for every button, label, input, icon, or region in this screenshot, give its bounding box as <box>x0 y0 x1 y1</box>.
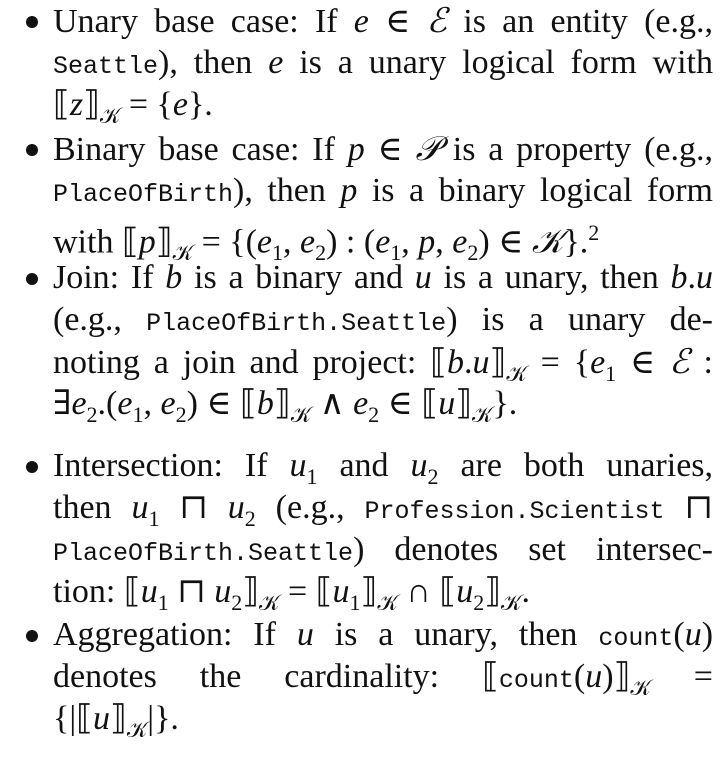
text-run: ⟧ <box>455 385 473 422</box>
text-run: ∈ ⟦ <box>379 385 439 422</box>
text-run: (e.g., <box>53 301 147 338</box>
text-run: .( <box>97 385 118 422</box>
text-run: = { <box>120 86 173 123</box>
math-subscript: 𝒦 <box>472 401 493 427</box>
math-subscript: 𝒦 <box>126 716 148 742</box>
code-term: Seattle <box>53 52 159 81</box>
math-subscript: 𝒦 <box>630 674 651 700</box>
text-line <box>53 383 517 425</box>
text-line <box>53 529 713 571</box>
math-variable: u <box>296 616 314 653</box>
math-subscript: 1 <box>148 505 160 531</box>
text-run: }. <box>492 385 518 422</box>
text-run: = ⟦ <box>279 573 333 610</box>
text-run: with ⟦ <box>53 223 139 261</box>
text-run: is an entity (e.g., <box>447 3 713 40</box>
math-subscript: 1 <box>306 463 318 489</box>
math-set-symbol: ℰ <box>426 1 448 41</box>
math-subscript: 2 <box>175 401 187 427</box>
text-run: , <box>401 223 419 261</box>
text-run: ⊓ <box>159 489 228 526</box>
math-subscript: 2 <box>473 589 485 615</box>
text-run: , <box>143 385 161 422</box>
text-line <box>53 42 713 84</box>
text-line <box>53 257 713 299</box>
text-run: tion: ⟦ <box>53 573 141 610</box>
math-variable: u <box>585 658 603 695</box>
text-run: . <box>521 573 530 610</box>
text-run: is a unary, then <box>313 616 599 653</box>
math-subscript: 2 <box>231 589 243 615</box>
math-variable: u <box>684 616 702 653</box>
code-term: count <box>498 666 574 695</box>
math-variable: u <box>131 489 149 526</box>
text-run: Binary base case: If <box>53 131 348 168</box>
math-variable: u <box>472 344 490 381</box>
math-variable: p <box>347 131 365 168</box>
text-run: ⟧ <box>155 223 173 261</box>
math-set-symbol: ℰ <box>669 342 690 382</box>
math-subscript: 𝒦 <box>506 360 527 386</box>
text-run: ⟧ <box>489 344 507 381</box>
text-run: and <box>317 447 411 484</box>
code-term: PlaceOfBirth.Seattle <box>146 309 447 338</box>
math-variable: p <box>340 172 358 209</box>
text-run: ), then <box>233 172 341 209</box>
code-term: count <box>598 624 674 653</box>
text-run: ⟧ <box>242 573 260 610</box>
text-run: ) ∈ <box>478 223 532 261</box>
bullet-icon <box>26 144 38 156</box>
text-run: ⊓ <box>664 489 713 526</box>
math-subscript: 1 <box>390 240 402 266</box>
math-subscript: 1 <box>132 401 144 427</box>
math-subscript: 𝒦 <box>377 589 398 615</box>
math-subscript: 𝒦 <box>99 102 121 128</box>
text-run: is a binary and <box>182 259 415 296</box>
text-run: is a unary, then <box>431 259 671 296</box>
text-run: is a property (e.g., <box>439 131 713 168</box>
text-line <box>53 698 179 740</box>
code-term: PlaceOfBirth.Seattle <box>53 539 354 568</box>
text-run: = { <box>526 344 591 381</box>
math-variable: u <box>92 700 110 737</box>
math-variable: z <box>69 86 84 123</box>
math-variable: u <box>410 447 428 484</box>
text-line <box>53 614 713 656</box>
math-subscript: 2 <box>244 505 256 531</box>
text-run: (e.g., <box>255 489 365 526</box>
math-set-symbol: 𝒫 <box>415 129 440 169</box>
code-term: PlaceOfBirth <box>53 180 234 209</box>
math-variable: b <box>256 385 274 422</box>
text-run: )⟧ <box>602 658 631 695</box>
text-run: }. <box>563 223 589 261</box>
text-run: ⟧ <box>360 573 378 610</box>
math-variable: e <box>172 86 188 123</box>
math-subscript: 1 <box>605 360 617 386</box>
math-variable: e <box>353 3 369 40</box>
math-subscript: 2 <box>467 240 479 266</box>
text-line <box>53 212 600 266</box>
math-variable: e <box>452 223 468 261</box>
text-run: ), then <box>158 44 269 81</box>
math-subscript: 2 <box>86 401 98 427</box>
math-subscript: 2 <box>315 240 327 266</box>
text-line <box>53 656 713 698</box>
math-variable: e <box>160 385 176 422</box>
math-variable: e <box>268 44 284 81</box>
text-run: ⟦ <box>53 86 70 123</box>
math-variable: e <box>590 344 606 381</box>
text-run: is a binary logical form <box>357 172 713 209</box>
text-run: Unary base case: If <box>53 3 354 40</box>
math-variable: e <box>117 385 133 422</box>
text-line <box>53 571 530 613</box>
math-variable: e <box>71 385 87 422</box>
text-run: {|⟦ <box>53 700 93 737</box>
math-variable: b <box>670 259 688 296</box>
text-line <box>53 445 713 487</box>
text-run: ( <box>673 616 685 653</box>
text-run: ∩ ⟦ <box>397 573 457 610</box>
text-run: ⊓ <box>168 573 215 610</box>
math-variable: b <box>447 344 465 381</box>
math-variable: p <box>418 223 436 261</box>
math-variable: u <box>289 447 307 484</box>
text-run: is a unary logical form with <box>283 44 714 81</box>
math-variable: b <box>165 259 183 296</box>
text-run: ) : ( <box>326 223 376 261</box>
text-run: , <box>283 223 300 261</box>
text-run: are both unaries, <box>438 447 714 484</box>
math-variable: u <box>438 385 456 422</box>
text-run: ) <box>701 616 714 653</box>
text-run: ∈ <box>368 3 427 40</box>
math-variable: u <box>414 259 432 296</box>
text-line <box>53 0 713 42</box>
math-variable: u <box>227 489 245 526</box>
text-run: . <box>687 259 697 296</box>
math-subscript: 2 <box>427 463 439 489</box>
text-run: ∈ <box>616 344 670 381</box>
text-run: denotes the cardinality: ⟦ <box>53 658 499 695</box>
text-run: ⟧ <box>273 385 291 422</box>
footnote-marker: 2 <box>588 220 600 245</box>
text-run: , <box>435 223 453 261</box>
text-run: ) ∈ ⟦ <box>186 385 257 422</box>
text-run: then <box>53 489 132 526</box>
math-set-symbol: 𝒦 <box>531 221 564 262</box>
math-variable: e <box>300 223 316 261</box>
math-subscript: 2 <box>368 401 380 427</box>
math-subscript: 1 <box>349 589 361 615</box>
text-run: }. <box>187 86 213 123</box>
text-run: : <box>689 344 713 381</box>
text-run: ∈ <box>364 131 416 168</box>
bullet-icon <box>26 630 38 642</box>
text-run: Aggregation: If <box>53 616 297 653</box>
text-run: |}. <box>147 700 179 737</box>
math-subscript: 𝒦 <box>172 240 194 266</box>
text-line <box>53 487 713 529</box>
math-subscript: 1 <box>272 240 283 266</box>
text-run: noting a join and project: ⟦ <box>53 344 448 381</box>
math-variable: u <box>456 573 474 610</box>
math-variable: u <box>332 573 350 610</box>
text-run: Join: If <box>53 259 166 296</box>
bullet-icon <box>26 461 38 473</box>
math-variable: e <box>375 223 391 261</box>
math-variable: u <box>696 259 714 296</box>
text-run: ∧ <box>311 385 354 422</box>
text-line <box>53 341 713 386</box>
text-line <box>53 84 213 126</box>
math-variable: u <box>140 573 158 610</box>
math-subscript: 𝒦 <box>290 401 312 427</box>
text-line <box>53 170 713 212</box>
text-run: ( <box>573 658 586 695</box>
text-line <box>53 128 713 170</box>
text-run: ⟧ <box>83 86 100 123</box>
text-run: ) is a unary de- <box>446 301 713 338</box>
text-run: ∃ <box>53 385 72 422</box>
bullet-icon <box>26 16 38 28</box>
bullet-icon <box>26 273 38 285</box>
math-subscript: 𝒦 <box>259 589 280 615</box>
text-run: ) denotes set intersec- <box>353 531 713 568</box>
text-run: ⟧ <box>484 573 502 610</box>
math-variable: e <box>353 385 369 422</box>
math-variable: e <box>256 223 272 261</box>
math-variable: p <box>138 223 156 261</box>
math-subscript: 𝒦 <box>501 589 522 615</box>
text-line <box>53 299 713 341</box>
text-run: ⟧ <box>109 700 127 737</box>
text-run: Intersection: If <box>53 447 290 484</box>
math-subscript: 1 <box>157 589 169 615</box>
math-variable: u <box>214 573 232 610</box>
text-run: . <box>464 344 473 381</box>
code-term: Profession.Scientist <box>364 497 665 526</box>
text-run: = {( <box>193 223 257 261</box>
text-run: = <box>650 658 713 695</box>
